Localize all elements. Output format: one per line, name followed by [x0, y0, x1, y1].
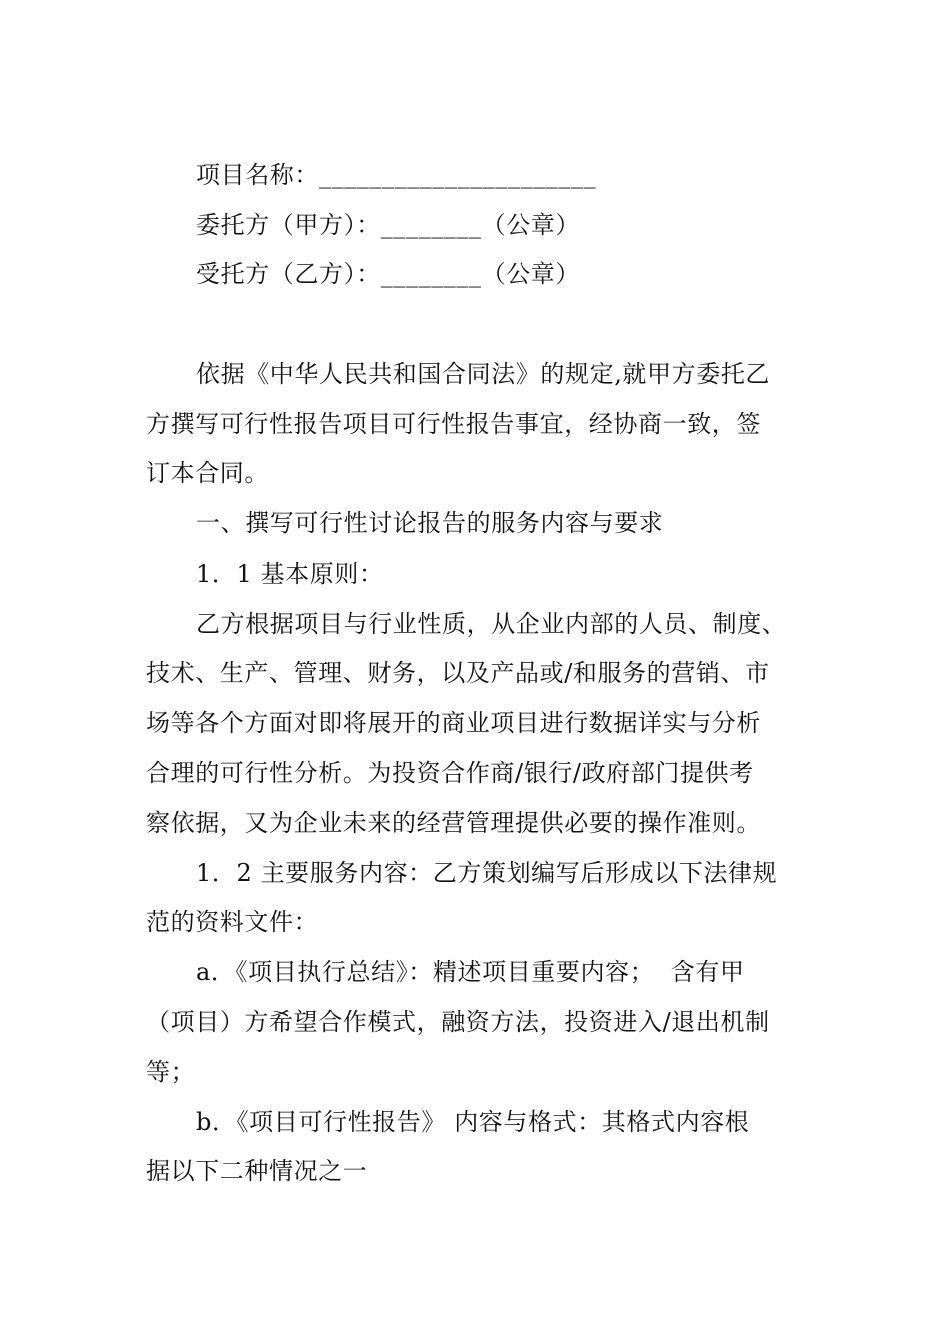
item-a-line-1: a．《项目执行总结》：精述项目重要内容； 含有甲	[196, 958, 745, 986]
contractor-line: 受托方（乙方）：________（公章）	[196, 260, 580, 288]
intro-line-3: 订本合同。	[146, 459, 269, 487]
s1-1-paragraph-line-1: 乙方根据项目与行业性质，从企业内部的人员、制度、	[196, 610, 787, 638]
s1-1-paragraph-line-4: 合理的可行性分析。为投资合作商/银行/政府部门提供考	[146, 759, 754, 787]
project-name-line: 项目名称：______________________	[196, 161, 597, 189]
intro-line-2: 方撰写可行性报告项目可行性报告事宜，经协商一致，签	[146, 410, 761, 438]
item-b-line-2: 据以下二种情况之一	[146, 1157, 368, 1185]
s1-2-line-1: 1．2 主要服务内容：乙方策划编写后形成以下法律规	[196, 859, 778, 887]
s1-1-paragraph-line-2: 技术、生产、管理、财务，以及产品或/和服务的营销、市	[146, 659, 770, 687]
section-1-1-heading: 1．1 基本原则：	[196, 560, 384, 588]
intro-line-1: 依据《中华人民共和国合同法》的规定,就甲方委托乙	[196, 360, 771, 388]
s1-1-paragraph-line-3: 场等各个方面对即将展开的商业项目进行数据详实与分析	[146, 709, 761, 737]
item-b-line-1: b．《项目可行性报告》 内容与格式：其格式内容根	[196, 1108, 750, 1136]
item-a-line-2: （项目）方希望合作模式，融资方法，投资进入/退出机制	[146, 1008, 770, 1036]
s1-2-line-2: 范的资料文件：	[146, 908, 319, 936]
section-1-heading: 一、撰写可行性讨论报告的服务内容与要求	[196, 509, 664, 537]
item-a-line-3: 等；	[146, 1058, 196, 1086]
client-line: 委托方（甲方）：________（公章）	[196, 211, 580, 239]
s1-1-paragraph-line-5: 察依据，又为企业未来的经营管理提供必要的操作准则。	[146, 809, 761, 837]
